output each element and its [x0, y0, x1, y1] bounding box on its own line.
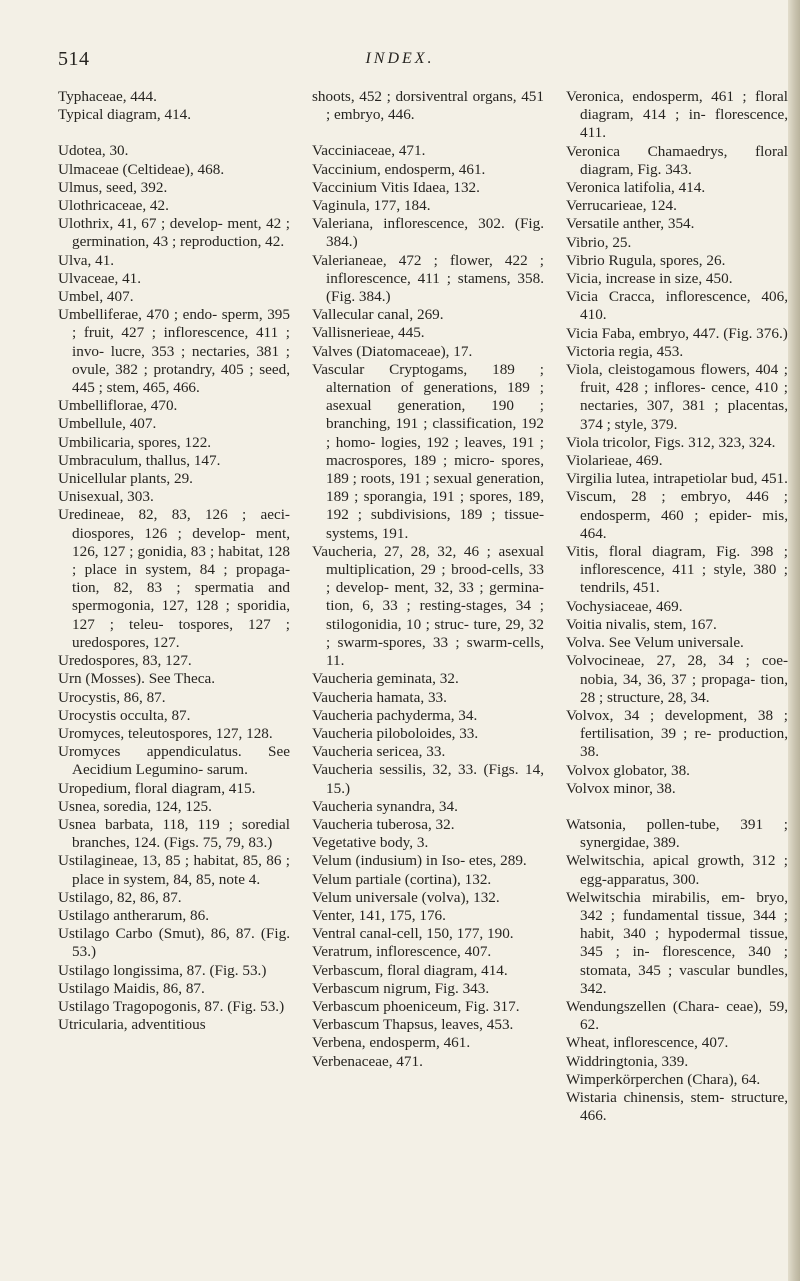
index-entry: Vaucheria synandra, 34. [312, 797, 458, 815]
index-entry: shoots, 452 ; dorsiventral organs, 451 ; embryo, 446. [312, 88, 544, 124]
index-entry: Vitis, floral diagram, Fig. 398 ; inflorescence, 411 ; style, 380 ; tendrils, 451. [566, 543, 788, 597]
index-entry: Vochysiaceae, 469. [566, 597, 683, 615]
index-entry: Vaucheria sessilis, 32, 33. (Figs. 14, 15.) [312, 761, 544, 797]
index-entry: Uredineae, 82, 83, 126 ; aeci- diospores, 126 ; develop- ment, 126, 127 ; gonidia, 83 ; habitat, 128 ; place in system, 84 ; propaga- tion, 82, 83 ; spermatia and spermogonia, 127, 128 ; sporidia, 127 ; teleu- tospores, 127 ; uredospores, 127. [58, 506, 290, 651]
index-entry: Ustilagineae, 13, 85 ; habitat, 85, 86 ; place in system, 84, 85, note 4. [58, 852, 290, 888]
index-entry: Versatile anther, 354. [566, 215, 695, 233]
index-entry: Ulva, 41. [58, 251, 115, 269]
index-entry: Velum partiale (cortina), 132. [312, 870, 492, 888]
index-entry: Urn (Mosses). See Theca. [58, 670, 216, 688]
index-entry: Vicia Cracca, inflorescence, 406, 410. [566, 288, 788, 324]
index-entry: Velum (indusium) in Iso- etes, 289. [312, 852, 527, 870]
index-entry: Vaucheria geminata, 32. [312, 670, 459, 688]
index-entry: Viola tricolor, Figs. 312, 323, 324. [566, 433, 776, 451]
index-entry: Unicellular plants, 29. [58, 470, 193, 488]
index-column-1 [58, 88, 290, 1034]
index-entry: Volva. See Velum universale. [566, 634, 744, 652]
index-entry: Verrucarieae, 124. [566, 197, 677, 215]
page-number: 514 [58, 48, 90, 70]
index-entry: Umbraculum, thallus, 147. [58, 451, 221, 469]
index-entry: Welwitschia mirabilis, em- bryo, 342 ; fundamental tissue, 344 ; habit, 340 ; hypodermal tissue, 345 ; in- florescence, 340 ; stomata, 345 ; vascular bundles, 342. [566, 888, 788, 997]
index-entry: Utricularia, adventitious [58, 1016, 206, 1034]
index-entry: Verbascum phoeniceum, Fig. 317. [312, 997, 520, 1015]
index-entry: Wimperkörperchen (Chara), 64. [566, 1070, 761, 1088]
index-entry: Verbenaceae, 471. [312, 1052, 423, 1070]
index-entry: Ulothrix, 41, 67 ; develop- ment, 42 ; germination, 43 ; reproduction, 42. [58, 215, 290, 251]
index-entry: Typhaceae, 444. [58, 88, 157, 105]
section-gap [566, 798, 788, 816]
index-entry: Ustilago antherarum, 86. [58, 906, 209, 924]
index-entry: Viola, cleistogamous flowers, 404 ; fruit, 428 ; inflores- cence, 410 ; nectaries, 307, 381 ; placentas, 374 ; style, 379. [566, 361, 788, 433]
index-entry: Ustilago Maidis, 86, 87. [58, 979, 205, 997]
index-entry: Ustilago Tragopogonis, 87. (Fig. 53.) [58, 997, 285, 1015]
index-entry: Wendungszellen (Chara- ceae), 59, 62. [566, 997, 788, 1034]
index-entry: Usnea barbata, 118, 119 ; soredial branches, 124. (Figs. 75, 79, 83.) [58, 815, 290, 852]
index-entry: Urocystis, 86, 87. [58, 688, 166, 706]
index-entry: Umbel, 407. [58, 288, 134, 306]
index-entry: Volvocineae, 27, 28, 34 ; coe- nobia, 34, 36, 37 ; propaga- tion, 28 ; structure, 28, 34. [566, 652, 788, 706]
index-entry: Unisexual, 303. [58, 488, 154, 506]
index-entry: Valerianeae, 472 ; flower, 422 ; inflorescence, 411 ; stamens, 358. (Fig. 384.) [312, 251, 544, 306]
index-entry: Ventral canal-cell, 150, 177, 190. [312, 925, 514, 943]
index-entry: Ulmus, seed, 392. [58, 178, 168, 196]
index-entry: Vaucheria piloboloides, 33. [312, 724, 479, 742]
index-entry: Udotea, 30. [58, 142, 129, 160]
index-entry: Virgilia lutea, intrapetiolar bud, 451. [566, 470, 788, 488]
index-entry: Vibrio, 25. [566, 233, 632, 251]
index-entry: Vibrio Rugula, spores, 26. [566, 251, 726, 269]
index-entry: Ulvaceae, 41. [58, 269, 142, 287]
section-gap [312, 124, 544, 142]
index-entry: Violarieae, 469. [566, 452, 663, 470]
index-entry: Urocystis occulta, 87. [58, 706, 191, 724]
index-column-3 [566, 88, 788, 1125]
index-entry: Volvox, 34 ; development, 38 ; fertilisation, 39 ; re- production, 38. [566, 706, 788, 761]
index-entry: Vaucheria hamata, 33. [312, 688, 447, 706]
index-entry: Veratrum, inflorescence, 407. [312, 943, 492, 961]
index-entry: Victoria regia, 453. [566, 342, 684, 360]
index-entry: Vascular Cryptogams, 189 ; alternation of generations, 189 ; asexual generation, 190 ; branching, 191 ; classification, 192 ; homo- logies, 192 ; leaves, 191 ; macrospores, 189 ; micro- spores, 189 ; roots, 191 ; sexual generation, 189 ; sporangia, 191 ; spores, 189, 192 ; subdivisions, 189 ; tissue-systems, 191. [312, 360, 544, 542]
page-edge-shadow [788, 0, 800, 1281]
index-entry: Uromyces, teleutospores, 127, 128. [58, 724, 273, 742]
index-entry: Ulothricaceae, 42. [58, 197, 169, 215]
index-entry: Vaginula, 177, 184. [312, 197, 431, 215]
index-entry: Ustilago, 82, 86, 87. [58, 888, 182, 906]
index-entry: Vaucheria, 27, 28, 32, 46 ; asexual multiplication, 29 ; brood-cells, 33 ; develop- ment, 32, 33 ; germina- tion, 6, 33 ; resting-stages, 34 ; stilogonidia, 10 ; struc- ture, 29, 32 ; swarm-spores, 33 ; swarm-cells, 11. [312, 542, 544, 670]
index-entry: Welwitschia, apical growth, 312 ; egg-apparatus, 300. [566, 852, 788, 888]
index-entry: Volvox minor, 38. [566, 779, 676, 797]
index-entry: Verbascum Thapsus, leaves, 453. [312, 1016, 514, 1034]
index-entry: Velum universale (volva), 132. [312, 888, 500, 906]
index-entry: Verbena, endosperm, 461. [312, 1034, 471, 1052]
index-entry: Volvox globator, 38. [566, 761, 690, 779]
index-entry: Vicia, increase in size, 450. [566, 270, 733, 288]
index-entry: Wheat, inflorescence, 407. [566, 1034, 729, 1052]
index-entry: Uropedium, floral diagram, 415. [58, 779, 256, 797]
index-entry: Veronica, endosperm, 461 ; floral diagram, 414 ; in- florescence, 411. [566, 88, 788, 142]
index-entry: Vaucheria pachyderma, 34. [312, 706, 478, 724]
index-entry: Venter, 141, 175, 176. [312, 906, 446, 924]
index-entry: Vicia Faba, embryo, 447. (Fig. 376.) [566, 324, 788, 342]
index-entry: Uromyces appendiculatus. See Aecidium Legumino- sarum. [58, 743, 290, 779]
index-entry: Uredospores, 83, 127. [58, 652, 192, 670]
index-entry: Veronica latifolia, 414. [566, 179, 706, 197]
index-entry: Vallecular canal, 269. [312, 306, 444, 324]
index-entry: Vaucheria sericea, 33. [312, 743, 446, 761]
index-entry: Umbilicaria, spores, 122. [58, 433, 212, 451]
index-entry: Vaccinium Vitis Idaea, 132. [312, 178, 480, 196]
index-entry: Usnea, soredia, 124, 125. [58, 797, 212, 815]
index-entry: Valves (Diatomaceae), 17. [312, 342, 473, 360]
section-gap [58, 124, 290, 142]
index-entry: Voitia nivalis, stem, 167. [566, 615, 717, 633]
index-entry: Ulmaceae (Celtideae), 468. [58, 160, 225, 178]
index-column-2 [312, 88, 544, 1071]
index-entry: Viscum, 28 ; embryo, 446 ; endosperm, 460 ; epider- mis, 464. [566, 488, 788, 542]
index-entry: Ustilago longissima, 87. (Fig. 53.) [58, 961, 267, 979]
index-entry: Vegetative body, 3. [312, 834, 429, 852]
index-entry: Ustilago Carbo (Smut), 86, 87. (Fig. 53.) [58, 925, 290, 961]
index-entry: Umbelliferae, 470 ; endo- sperm, 395 ; fruit, 427 ; inflorescence, 411 ; invo- lucre, 353 ; nectaries, 381 ; ovule, 382 ; protandry, 405 ; seed, 445 ; stem, 465, 466. [58, 306, 290, 397]
index-entry: Vaucheria tuberosa, 32. [312, 815, 455, 833]
index-entry: Veronica Chamaedrys, floral diagram, Fig. 343. [566, 142, 788, 178]
index-entry: Vaccinium, endosperm, 461. [312, 160, 486, 178]
index-entry: Vacciniaceae, 471. [312, 142, 426, 160]
index-entry: Valeriana, inflorescence, 302. (Fig. 384.) [312, 215, 544, 251]
index-entry: Umbellule, 407. [58, 415, 157, 433]
index-entry: Verbascum nigrum, Fig. 343. [312, 979, 490, 997]
index-entry: Watsonia, pollen-tube, 391 ; synergidae, 389. [566, 815, 788, 852]
running-head: INDEX. [365, 50, 435, 67]
index-entry: Typical diagram, 414. [58, 106, 192, 124]
index-entry: Verbascum, floral diagram, 414. [312, 961, 508, 979]
index-entry: Wistaria chinensis, stem- structure, 466. [566, 1088, 788, 1125]
index-entry: Widdringtonia, 339. [566, 1052, 689, 1070]
index-entry: Vallisnerieae, 445. [312, 324, 425, 342]
index-entry: Umbelliflorae, 470. [58, 397, 178, 415]
